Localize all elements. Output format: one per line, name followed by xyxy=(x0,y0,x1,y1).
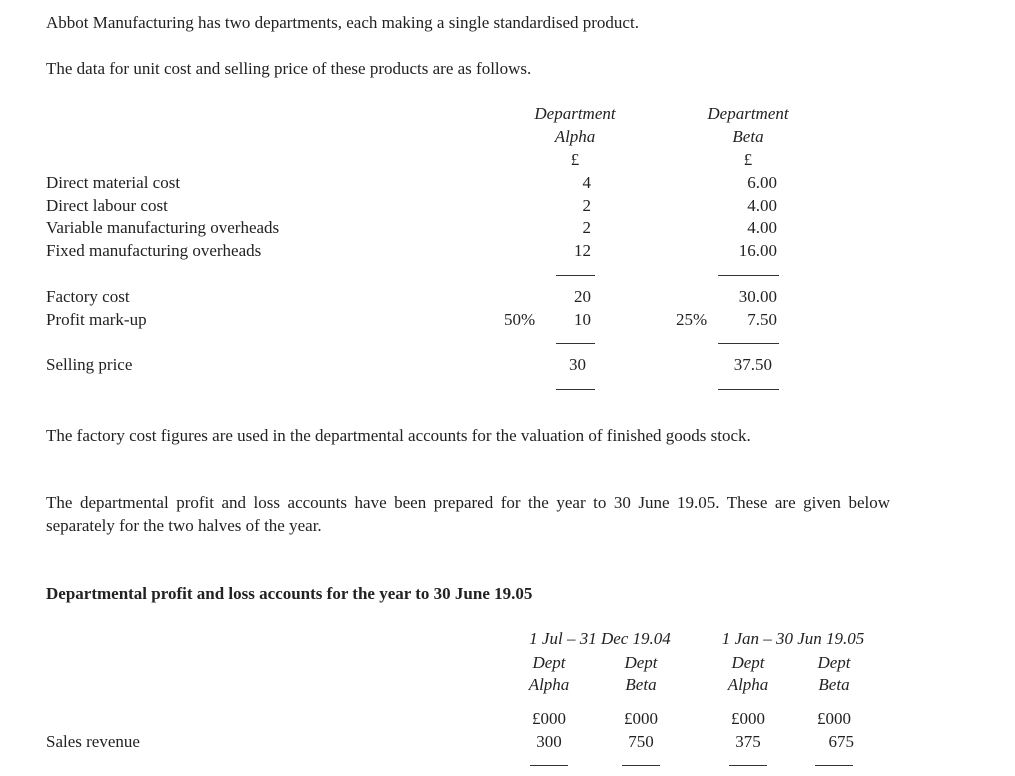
selling-price-beta: 37.50 xyxy=(733,355,772,374)
intro-line-1: Abbot Manufacturing has two departments, each making a single standardised product. xyxy=(46,13,639,32)
markup-beta: 7.50 xyxy=(747,310,777,329)
period-2-header: 1 Jan – 30 Jun 19.05 xyxy=(721,629,865,648)
paragraph-departmental-accounts: The departmental profit and loss accounts have been prepared for the year to 30 June 19.05. These are given below separately for the two halves of the year. xyxy=(46,493,890,535)
col3-dept: Dept xyxy=(731,653,765,672)
col1-alpha: Alpha xyxy=(528,675,570,694)
col1-sales: 300 xyxy=(536,732,562,751)
markup-beta-percent: 25% xyxy=(676,310,708,329)
selling-price-alpha: 30 xyxy=(569,355,586,374)
col2-sales: 750 xyxy=(628,732,654,751)
factory-cost-alpha: 20 xyxy=(574,287,591,306)
col3-rule xyxy=(729,765,767,766)
col4-sales: 675 xyxy=(828,732,854,751)
row-label: Fixed manufacturing overheads xyxy=(46,241,262,260)
col1-dept: Dept xyxy=(532,653,566,672)
col3-alpha: Alpha xyxy=(727,675,769,694)
row-label: Direct labour cost xyxy=(46,196,168,215)
intro-line-2: The data for unit cost and selling price of these products are as follows. xyxy=(46,59,532,78)
col2-dept: Dept xyxy=(624,653,658,672)
alpha-value: 2 xyxy=(582,218,591,237)
beta-subtotal-rule xyxy=(718,275,779,276)
beta-header-line-2: Beta xyxy=(732,127,764,146)
alpha-value: 4 xyxy=(582,173,591,192)
col2-rule xyxy=(622,765,660,766)
row-label: Variable manufacturing overheads xyxy=(46,218,280,237)
alpha-value: 2 xyxy=(582,196,591,215)
col4-beta: Beta xyxy=(818,675,850,694)
col3-sales: 375 xyxy=(735,732,761,751)
alpha-final-rule xyxy=(556,389,595,390)
factory-cost-beta: 30.00 xyxy=(738,287,777,306)
alpha-header-line-2: Alpha xyxy=(554,127,596,146)
row-label: Direct material cost xyxy=(46,173,181,192)
beta-currency: £ xyxy=(743,150,753,169)
col1-rule xyxy=(530,765,568,766)
alpha-subtotal-rule xyxy=(556,275,595,276)
selling-price-label: Selling price xyxy=(46,355,133,374)
col1-unit: £000 xyxy=(532,709,566,728)
col3-unit: £000 xyxy=(731,709,765,728)
markup-alpha-percent: 50% xyxy=(504,310,536,329)
col4-dept: Dept xyxy=(817,653,851,672)
alpha-currency: £ xyxy=(570,150,580,169)
beta-final-rule xyxy=(718,389,779,390)
paragraph-factory-cost: The factory cost figures are used in the departmental accounts for the valuation of finished goods stock. xyxy=(46,426,751,445)
markup-alpha: 10 xyxy=(574,310,591,329)
beta-value: 4.00 xyxy=(747,196,777,215)
markup-label: Profit mark-up xyxy=(46,310,147,329)
beta-value: 16.00 xyxy=(738,241,777,260)
beta-total-rule xyxy=(718,343,779,344)
period-1-header: 1 Jul – 31 Dec 19.04 xyxy=(529,629,671,648)
factory-cost-label: Factory cost xyxy=(46,287,130,306)
alpha-total-rule xyxy=(556,343,595,344)
beta-header-line-1: Department xyxy=(707,104,789,123)
beta-value: 4.00 xyxy=(747,218,777,237)
col4-rule xyxy=(815,765,853,766)
alpha-header-line-1: Department xyxy=(534,104,616,123)
col2-unit: £000 xyxy=(624,709,658,728)
sales-revenue-label: Sales revenue xyxy=(46,732,140,751)
col2-beta: Beta xyxy=(625,675,657,694)
alpha-value: 12 xyxy=(574,241,591,260)
beta-value: 6.00 xyxy=(747,173,777,192)
col4-unit: £000 xyxy=(817,709,851,728)
section-title: Departmental profit and loss accounts for the year to 30 June 19.05 xyxy=(46,584,533,603)
